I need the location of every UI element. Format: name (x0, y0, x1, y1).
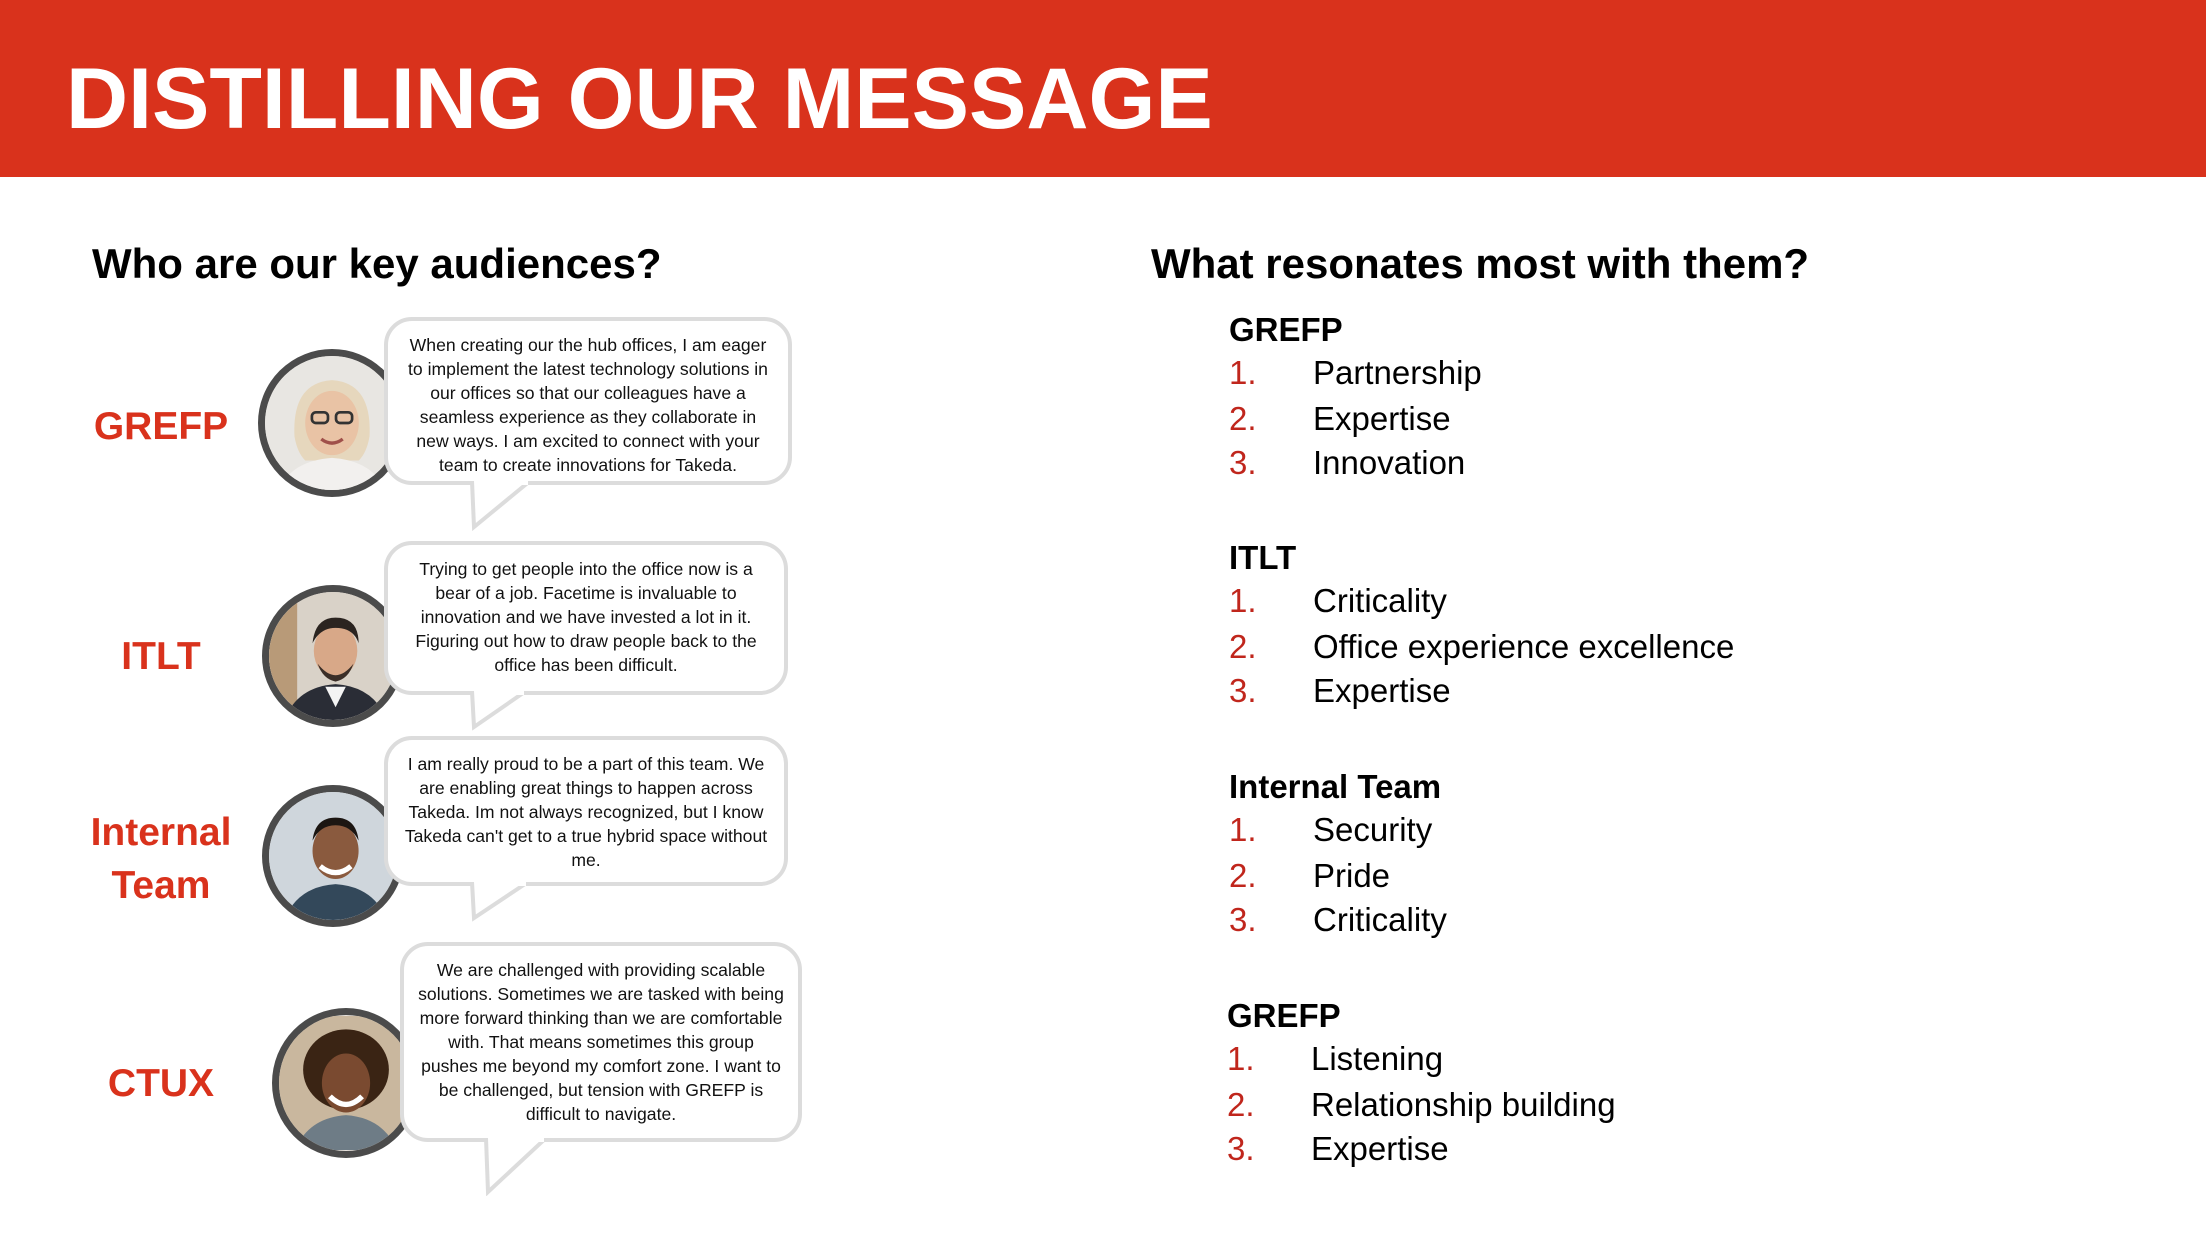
quote-bubble-itlt (384, 541, 788, 695)
avatar-internal-team-icon (269, 792, 397, 920)
resonates-heading: What resonates most with them? (1151, 240, 1810, 287)
list-number: 3. (1229, 901, 1257, 938)
list-number: 3. (1227, 1130, 1255, 1167)
group-title-internal-team: Internal Team (1229, 768, 1442, 805)
list-item (1227, 1038, 1443, 1080)
audience-label-itlt: ITLT (121, 635, 201, 678)
list-number: 1. (1229, 582, 1257, 619)
quote-text-internal-team: I am really proud to be a part of this team. We are enabling great things to happen across Takeda. Im not always recognized, but I know Takeda can't get to a true hybrid space without me. (404, 754, 768, 870)
audiences-heading: Who are our key audiences? (92, 240, 662, 287)
list-item (1229, 398, 1451, 440)
list-item (1229, 352, 1482, 394)
list-item-text: Innovation (1313, 444, 1466, 481)
list-item (1229, 626, 1734, 668)
list-number: 2. (1229, 400, 1257, 437)
bubble-tail-ctux (484, 1138, 554, 1196)
list-number: 1. (1229, 354, 1257, 391)
avatar-internal-team (262, 785, 404, 927)
group-title-grefp: GREFP (1229, 311, 1343, 348)
list-item-text: Criticality (1313, 901, 1447, 938)
list-item-text: Expertise (1311, 1130, 1449, 1167)
quote-text-grefp: When creating our the hub offices, I am eager to implement the latest technology solutions in our offices so that our colleagues have a seamless experience as they collaborate in new ways. I am excited to connect with your team to create innovations for Takeda. (408, 335, 768, 475)
list-item-text: Expertise (1313, 400, 1451, 437)
list-item (1229, 899, 1447, 941)
group-title-grefp-2: GREFP (1227, 997, 1341, 1034)
avatar-itlt (262, 585, 404, 727)
list-number: 2. (1229, 857, 1257, 894)
list-item (1229, 809, 1432, 851)
avatar-ctux (272, 1008, 420, 1158)
audience-label-internal-team: Internal Team (90, 811, 232, 907)
list-item (1229, 580, 1447, 622)
list-item-text: Security (1313, 811, 1433, 848)
list-item (1229, 855, 1390, 897)
quote-text-ctux: We are challenged with providing scalable solutions. Sometimes we are tasked with being more forward thinking than we are comfortable with. That means sometimes this group pushes me beyond my comfort zone. I want to be challenged, but tension with GREFP is difficult to navigate. (418, 960, 784, 1124)
avatar-itlt-icon (269, 592, 397, 720)
list-item-text: Relationship building (1311, 1086, 1616, 1123)
list-number: 3. (1229, 672, 1257, 709)
list-item-text: Pride (1313, 857, 1391, 894)
title-banner (0, 0, 2206, 177)
avatar-grefp-icon (265, 356, 399, 490)
quote-bubble-internal-team (384, 736, 788, 886)
list-item-text: Office experience excellence (1313, 628, 1735, 665)
list-item-text: Criticality (1313, 582, 1447, 619)
bubble-tail-internal-team (470, 882, 540, 922)
group-title-itlt: ITLT (1229, 539, 1297, 576)
bubble-tail-grefp (470, 481, 540, 531)
avatar-ctux-icon (279, 1015, 413, 1151)
slide-title: DISTILLING OUR MESSAGE (66, 51, 1213, 147)
audience-label-grefp: GREFP (93, 405, 229, 448)
quote-text-itlt: Trying to get people into the office now is a bear of a job. Facetime is invaluable to innovation and we have invested a lot in it. Figuring out how to draw people back to the office has been difficult. (415, 559, 757, 675)
list-item (1229, 670, 1451, 712)
list-item (1227, 1128, 1449, 1170)
list-number: 1. (1229, 811, 1257, 848)
list-item (1229, 442, 1465, 484)
list-number: 1. (1227, 1040, 1255, 1077)
list-number: 3. (1229, 444, 1257, 481)
list-item-text: Partnership (1313, 354, 1482, 391)
list-number: 2. (1229, 628, 1257, 665)
audience-label-ctux: CTUX (107, 1062, 215, 1105)
quote-bubble-ctux (400, 942, 802, 1142)
list-number: 2. (1227, 1086, 1255, 1123)
quote-bubble-grefp (384, 317, 792, 485)
bubble-tail-itlt (470, 691, 540, 731)
list-item-text: Listening (1311, 1040, 1444, 1077)
list-item-text: Expertise (1313, 672, 1451, 709)
list-item (1227, 1084, 1616, 1126)
